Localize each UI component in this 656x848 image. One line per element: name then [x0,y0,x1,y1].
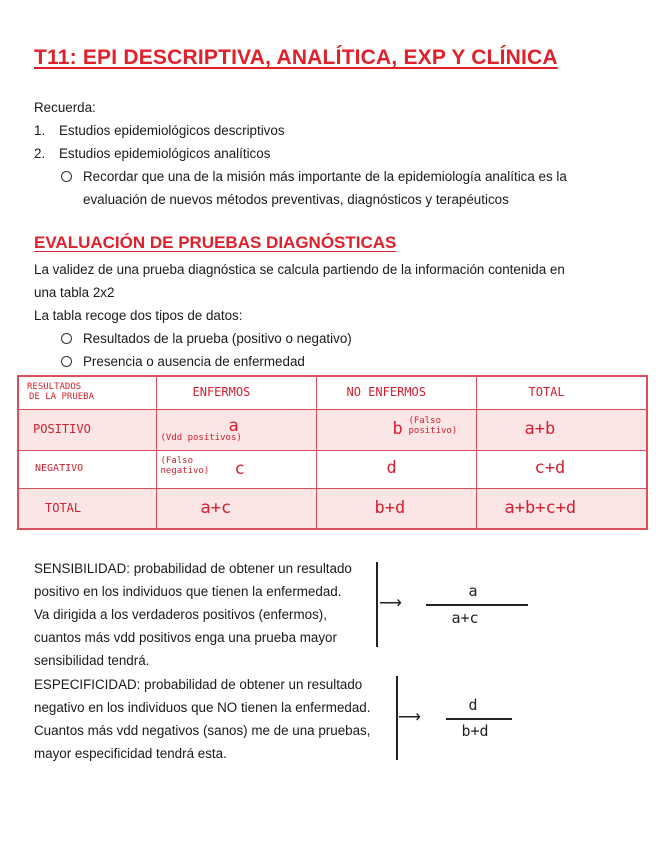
cell-value: d [386,458,397,479]
table-cell [476,409,647,451]
sub-bullet-line: evaluación de nuevos métodos preventivas, diagnósticos y terapéuticos [83,192,509,207]
list-number: 1. [34,123,46,138]
cell-note: (Vdd positivos) [160,432,242,443]
circle-bullet-icon [61,356,72,367]
corner-label: RESULTADOS [27,382,82,392]
list-item: Estudios epidemiológicos descriptivos [59,123,285,138]
row-label: TOTAL [45,500,82,515]
row-label: POSITIVO [33,421,91,436]
circle-bullet-icon [61,171,72,182]
table-row [18,409,647,451]
fraction-numerator: a [468,582,478,600]
bullet-item: Resultados de la prueba (positivo o negativo) [83,331,352,346]
table-cell [156,409,316,451]
sensibilidad-line: cuantos más vdd positivos enga una prueba mayor [34,630,337,645]
fraction-bar [446,718,512,720]
cell-value: a [228,415,239,436]
cell-value: a+c [200,497,232,518]
table-cell [316,488,476,529]
header-enfermos: ENFERMOS [192,385,251,399]
paragraph-line: La tabla recoge dos tipos de datos: [34,308,243,323]
cell-value: b [392,418,403,439]
cell-value: c [234,459,245,480]
table-cell [316,451,476,488]
table-corner-cell [18,376,156,409]
table-cell [476,488,647,529]
row-label-cell [18,488,156,529]
circle-bullet-icon [61,333,72,344]
table-cell [316,409,476,451]
especificidad-line: negativo en los individuos que NO tienen la enfermedad. [34,700,371,715]
cell-note: (Falso [408,415,442,426]
table-cell [156,488,316,529]
arrow-right-icon: ⟶ [398,709,421,726]
row-label-cell [18,409,156,451]
table-cell [156,451,316,488]
paragraph-line: una tabla 2x2 [34,285,115,300]
sensibilidad-line: positivo en los individuos que tienen la enfermedad. [34,584,342,599]
arrow-right-icon: ⟶ [379,595,402,612]
cell-note: (Falso [160,456,194,467]
section-heading: EVALUACIÓN DE PRUEBAS DIAGNÓSTICAS [34,233,397,252]
especificidad-line: mayor especificidad tendrá esta. [34,746,227,761]
fraction-denominator: a+c [451,609,479,627]
sensibilidad-line: SENSIBILIDAD: probabilidad de obtener un resultado [34,561,352,576]
fraction-bar [426,604,528,606]
contingency-table [17,375,648,530]
table-row [18,451,647,488]
bullet-item: Presencia o ausencia de enfermedad [83,354,305,369]
fraction-numerator: d [468,696,478,714]
sub-bullet-line: Recordar que una de la misión más importante de la epidemiología analítica es la [83,169,567,184]
table-header [476,376,647,409]
table-header [316,376,476,409]
row-label: NEGATIVO [35,463,84,475]
cell-value: a+b [524,418,556,439]
list-item: Estudios epidemiológicos analíticos [59,146,271,161]
sensibilidad-line: Va dirigida a los verdaderos positivos (enfermos), [34,607,327,622]
cell-value: c+d [534,458,566,479]
table-header [156,376,316,409]
table-cell [476,451,647,488]
sensibilidad-line: sensibilidad tendrá. [34,653,150,668]
header-no-enfermos: NO ENFERMOS [346,385,426,399]
bracket-line [376,562,378,647]
page-title: T11: EPI DESCRIPTIVA, ANALÍTICA, EXP Y CLÍNICA [34,46,558,69]
corner-label: DE LA PRUEBA [29,392,95,402]
cell-value: b+d [374,497,406,518]
recuerda-label: Recuerda: [34,100,96,115]
cell-note: positivo) [408,425,458,436]
row-label-cell [18,451,156,488]
header-total: TOTAL [528,385,565,399]
list-number: 2. [34,146,46,161]
fraction-denominator: b+d [461,722,489,740]
especificidad-line: Cuantos más vdd negativos (sanos) me de una pruebas, [34,723,371,738]
especificidad-line: ESPECIFICIDAD: probabilidad de obtener un resultado [34,677,363,692]
cell-value: a+b+c+d [504,497,577,518]
table-row [18,488,647,529]
cell-note: negativo) [160,466,210,477]
paragraph-line: La validez de una prueba diagnóstica se calcula partiendo de la información contenida en [34,262,565,277]
